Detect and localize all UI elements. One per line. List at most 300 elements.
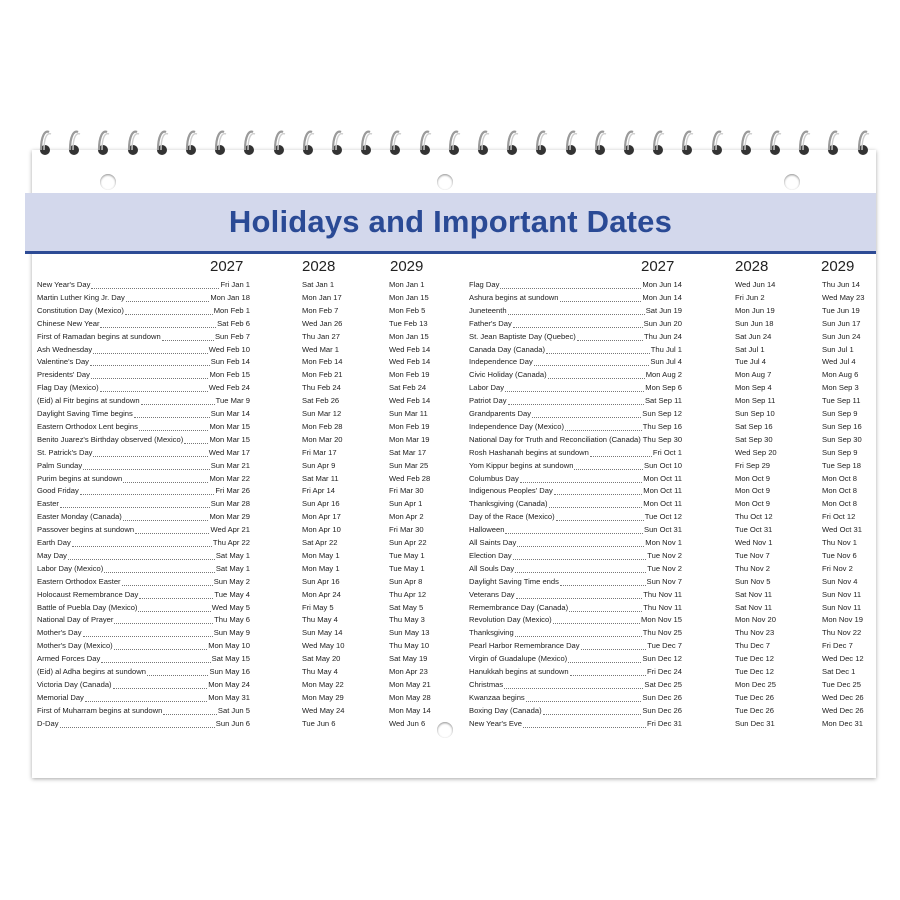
date-year-1: Thu Sep 30 (642, 434, 683, 444)
date-year-3: Wed Feb 14 (389, 344, 431, 354)
date-year-3: Sun May 13 (389, 628, 430, 638)
right-year-2027: 2027 (641, 258, 675, 275)
dot-leader (123, 520, 209, 521)
date-year-3: Wed Dec 12 (822, 654, 864, 664)
date-year-3: Wed Feb 28 (389, 473, 431, 483)
dot-leader (139, 598, 213, 599)
date-year-1: Sun Mar 21 (210, 460, 250, 470)
dot-leader (114, 623, 213, 624)
date-year-2: Sat Feb 26 (302, 396, 340, 406)
holiday-name: Daylight Saving Time ends (469, 576, 559, 586)
date-year-3: Sat May 19 (389, 654, 428, 664)
holiday-row (37, 330, 250, 343)
dot-leader (549, 507, 643, 508)
holiday-row (469, 317, 682, 330)
date-year-1: Mon Oct 11 (643, 499, 682, 509)
date-year-3: Tue Sep 18 (822, 460, 861, 470)
date-year-1: Sun Mar 14 (210, 409, 250, 418)
dot-leader (590, 456, 652, 457)
dot-leader (560, 585, 646, 586)
date-year-2: Mon Dec 25 (735, 679, 776, 689)
date-year-1: Tue Oct 12 (644, 512, 682, 522)
holiday-name: Independence Day (469, 357, 533, 367)
binding-ring (386, 128, 402, 156)
holiday-name: Easter Monday (Canada) (37, 512, 122, 522)
date-year-1: Thu Apr 22 (212, 538, 250, 547)
holiday-row (37, 601, 250, 614)
holiday-row (37, 394, 250, 407)
date-year-3: Thu Nov 22 (822, 628, 862, 638)
holiday-name: New Year's Day (37, 280, 91, 289)
holiday-name: Halloween (469, 525, 505, 535)
dot-leader (581, 649, 647, 650)
date-year-3: Sun Nov 11 (822, 589, 862, 599)
holiday-name: Pearl Harbor Remembrance Day (469, 641, 580, 651)
date-year-1: Mon Mar 15 (209, 421, 250, 431)
date-year-1: Mon Mar 15 (209, 434, 250, 444)
holiday-name: St. Patrick's Day (37, 447, 93, 457)
holiday-row (469, 549, 682, 562)
date-year-2: Mon May 22 (302, 679, 344, 689)
holiday-row (37, 523, 250, 536)
holiday-row (469, 613, 682, 626)
date-year-2: Tue Dec 12 (735, 654, 774, 664)
date-year-1: Wed Mar 17 (208, 447, 250, 457)
date-year-3: Sun Apr 8 (389, 576, 423, 586)
dot-leader (554, 494, 643, 495)
date-year-1: Sat May 1 (215, 550, 250, 560)
dot-leader (68, 559, 215, 560)
holiday-row (37, 536, 250, 549)
date-year-2: Sat Sep 30 (735, 434, 773, 444)
spiral-binding (30, 128, 876, 160)
holiday-name: May Day (37, 550, 67, 560)
date-year-2: Sat Nov 11 (735, 589, 773, 599)
date-year-2: Sun Nov 5 (735, 576, 771, 586)
date-year-1: Wed Feb 24 (208, 383, 250, 393)
holiday-row (37, 459, 250, 472)
holiday-row (469, 717, 682, 730)
holiday-row (37, 420, 250, 433)
binding-ring (357, 128, 373, 156)
holiday-name: Father's Day (469, 318, 512, 328)
date-year-1: Mon Jun 14 (642, 280, 682, 289)
holiday-row (469, 278, 682, 291)
date-year-1: Mon Oct 11 (643, 473, 682, 483)
binding-ring (416, 128, 432, 156)
holiday-row (469, 355, 682, 368)
date-year-1: Thu Nov 11 (643, 602, 682, 612)
date-year-3: Mon Jan 1 (389, 280, 425, 289)
dot-leader (565, 430, 642, 431)
date-year-3: Wed Jul 4 (822, 357, 856, 367)
date-year-1: Thu Sep 16 (642, 421, 682, 431)
date-year-2: Mon Oct 9 (735, 499, 771, 509)
date-year-2: Mon Feb 28 (302, 421, 343, 431)
dot-leader (184, 443, 208, 444)
date-year-3: Mon Feb 19 (389, 421, 430, 431)
holiday-name: Passover begins at sundown (37, 525, 135, 535)
dot-leader (569, 611, 642, 612)
binding-ring (474, 128, 490, 156)
date-year-1: Sun Jul 4 (650, 357, 682, 367)
holiday-row (469, 394, 682, 407)
date-year-3: Mon Aug 6 (822, 370, 859, 380)
date-year-3: Sun Jun 17 (822, 318, 861, 328)
binding-ring (124, 128, 140, 156)
holiday-row (469, 575, 682, 588)
date-year-1: Sun Dec 26 (642, 705, 682, 715)
date-year-1: Sun Dec 26 (642, 692, 682, 702)
binding-ring (591, 128, 607, 156)
holiday-row (37, 278, 250, 291)
date-year-2: Mon Sep 4 (735, 383, 772, 393)
dot-leader (508, 404, 644, 405)
date-year-3: Tue Jun 19 (822, 305, 860, 315)
binding-ring (737, 128, 753, 156)
dot-leader (85, 701, 207, 702)
holiday-row (469, 562, 682, 575)
date-year-1: Sat Jun 19 (645, 305, 682, 315)
date-year-3: Sat Feb 24 (389, 383, 427, 393)
holiday-name: Presidents' Day (37, 370, 90, 380)
date-year-3: Mon Jan 15 (389, 292, 429, 302)
date-year-3: Wed Feb 14 (389, 396, 431, 406)
dot-leader (546, 353, 650, 354)
date-year-3: Mon Apr 2 (389, 512, 424, 522)
dot-leader (500, 288, 641, 289)
date-year-1: Mon Sep 6 (645, 383, 682, 393)
dot-leader (139, 430, 209, 431)
date-year-3: Tue May 1 (389, 563, 425, 573)
date-year-1: Sun May 9 (213, 628, 250, 638)
punch-hole-center (437, 174, 453, 190)
date-year-1: Sat May 1 (215, 563, 250, 573)
holiday-row (37, 355, 250, 368)
date-year-3: Mon Nov 19 (822, 615, 863, 625)
date-year-2: Wed Jun 14 (735, 280, 776, 289)
date-year-3: Mon May 28 (389, 692, 431, 702)
holiday-name: Indigenous Peoples' Day (469, 486, 553, 496)
binding-ring (824, 128, 840, 156)
holiday-name: Remembrance Day (Canada) (469, 602, 569, 612)
dot-leader (543, 714, 642, 715)
holiday-row (469, 536, 682, 549)
binding-ring (299, 128, 315, 156)
holiday-name: Palm Sunday (37, 460, 83, 470)
holiday-name: Veterans Day (469, 589, 515, 599)
dot-leader (553, 623, 640, 624)
holiday-name: Day of the Race (Mexico) (469, 512, 555, 522)
dot-leader (125, 314, 213, 315)
holiday-name: Labor Day (469, 383, 505, 393)
date-year-2: Sat Apr 22 (302, 538, 338, 547)
dot-leader (101, 662, 210, 663)
holiday-name: First of Ramadan begins at sundown (37, 331, 161, 341)
page-title: Holidays and Important Dates (228, 204, 673, 239)
date-year-1: Mon Nov 1 (645, 538, 682, 547)
date-year-2: Mon May 1 (302, 563, 340, 573)
date-year-3: Tue Dec 25 (822, 679, 861, 689)
dot-leader (113, 688, 208, 689)
holiday-row (469, 459, 682, 472)
dot-leader (80, 494, 215, 495)
dot-leader (72, 546, 212, 547)
holiday-name: Mother's Day (Mexico) (37, 641, 113, 651)
dot-leader (135, 533, 209, 534)
holiday-row (37, 343, 250, 356)
holiday-name: National Day of Prayer (37, 615, 114, 625)
dot-leader (162, 340, 214, 341)
date-year-1: Tue Nov 2 (647, 563, 682, 573)
holiday-name: Election Day (469, 550, 512, 560)
date-year-1: Wed Apr 21 (210, 525, 250, 535)
holiday-row (37, 304, 250, 317)
date-year-3: Wed Jun 6 (389, 718, 426, 728)
date-year-2: Fri May 5 (302, 602, 334, 612)
dot-leader (100, 327, 216, 328)
holiday-name: Good Friday (37, 486, 79, 496)
holiday-name: Purim begins at sundown (37, 473, 123, 483)
holiday-name: (Eid) al Adha begins at sundown (37, 667, 146, 676)
dot-leader (91, 288, 219, 289)
date-year-2: Tue Dec 12 (735, 667, 774, 676)
date-year-3: Fri Oct 12 (822, 512, 856, 522)
date-year-2: Mon Sep 11 (735, 396, 776, 406)
date-year-3: Tue Nov 6 (822, 550, 857, 560)
dot-leader (532, 417, 641, 418)
date-year-2: Mon Mar 20 (302, 434, 343, 444)
holiday-name: Patriot Day (469, 396, 507, 406)
binding-ring (854, 128, 870, 156)
holiday-row (469, 343, 682, 356)
holiday-row (37, 291, 250, 304)
binding-ring (678, 128, 694, 156)
binding-ring (445, 128, 461, 156)
binding-ring (94, 128, 110, 156)
dot-leader (90, 365, 210, 366)
holiday-name: Ash Wednesday (37, 344, 93, 354)
holiday-name: St. Jean Baptiste Day (Quebec) (469, 331, 576, 341)
holiday-row (469, 484, 682, 497)
holiday-name: Armed Forces Day (37, 654, 101, 664)
date-year-2: Thu Nov 23 (735, 628, 775, 638)
holiday-row (37, 497, 250, 510)
date-year-1: Fri Jan 1 (220, 280, 250, 289)
dot-leader (104, 572, 215, 573)
holiday-row (37, 562, 250, 575)
dot-leader (515, 636, 642, 637)
date-year-1: Mon May 31 (208, 692, 250, 702)
date-year-3: Wed Dec 26 (822, 705, 864, 715)
right-year-2028: 2028 (735, 258, 769, 275)
holiday-row (469, 691, 682, 704)
holiday-row (37, 704, 250, 717)
date-year-1: Mon Mar 22 (209, 473, 250, 483)
date-year-1: Mon Aug 2 (645, 370, 682, 380)
holiday-name: Ashura begins at sundown (469, 292, 559, 302)
date-year-2: Thu May 4 (302, 667, 338, 676)
date-year-2: Tue Jul 4 (735, 357, 766, 367)
holiday-name: Kwanzaa begins (469, 692, 525, 702)
dot-leader (516, 598, 643, 599)
holiday-row (37, 678, 250, 691)
date-year-2: Wed Nov 1 (735, 538, 773, 547)
holiday-row (469, 291, 682, 304)
date-year-2: Mon Oct 9 (735, 473, 771, 483)
holiday-name: Grandparents Day (469, 409, 532, 418)
date-year-2: Tue Jun 6 (302, 718, 336, 728)
date-year-2: Sat Mar 11 (302, 473, 339, 483)
date-year-2: Mon Feb 7 (302, 305, 339, 315)
holiday-row (469, 381, 682, 394)
holiday-name: Martin Luther King Jr. Day (37, 292, 125, 302)
date-year-3: Sun Jul 1 (822, 344, 854, 354)
date-year-1: Sat May 15 (211, 654, 250, 664)
date-year-2: Fri Mar 17 (302, 447, 337, 457)
date-year-2: Tue Oct 31 (735, 525, 773, 535)
holiday-row (469, 433, 682, 446)
date-year-3: Thu May 10 (389, 641, 430, 651)
dot-leader (577, 340, 643, 341)
date-year-3: Sun Mar 11 (389, 409, 428, 418)
holiday-row (37, 652, 250, 665)
holiday-name: National Day for Truth and Reconciliation (Canada) (469, 434, 641, 444)
dot-leader (508, 314, 645, 315)
holiday-row (37, 510, 250, 523)
date-year-2: Tue Dec 26 (735, 692, 774, 702)
date-year-3: Mon Mar 19 (389, 434, 430, 444)
holiday-name: Eastern Orthodox Lent begins (37, 421, 138, 431)
binding-ring (328, 128, 344, 156)
date-year-3: Mon Feb 5 (389, 305, 426, 315)
holiday-row (37, 549, 250, 562)
date-year-2: Mon Apr 17 (302, 512, 341, 522)
holiday-row (469, 510, 682, 523)
binding-ring (211, 128, 227, 156)
date-year-3: Wed Dec 26 (822, 692, 864, 702)
left-year-2027: 2027 (210, 258, 244, 275)
date-year-1: Mon Mar 29 (209, 512, 250, 522)
binding-ring (795, 128, 811, 156)
holiday-row (469, 601, 682, 614)
date-year-2: Sun Jun 18 (735, 318, 774, 328)
date-year-3: Fri Nov 2 (822, 563, 853, 573)
holiday-name: Victoria Day (Canada) (37, 679, 112, 689)
holiday-name: First of Muharram begins at sundown (37, 705, 163, 715)
holiday-name: Hanukkah begins at sundown (469, 667, 569, 676)
binding-ring (620, 128, 636, 156)
date-year-3: Sun Nov 11 (822, 602, 862, 612)
holiday-row (469, 523, 682, 536)
holiday-row (469, 678, 682, 691)
holiday-name: All Souls Day (469, 563, 515, 573)
date-year-3: Sun Mar 25 (389, 460, 429, 470)
date-year-2: Thu Feb 24 (302, 383, 341, 393)
date-year-3: Sun Apr 1 (389, 499, 423, 509)
holiday-name: Canada Day (Canada) (469, 344, 545, 354)
date-year-2: Sun Apr 9 (302, 460, 336, 470)
holiday-row (469, 446, 682, 459)
holiday-row (37, 381, 250, 394)
holiday-row (37, 433, 250, 446)
binding-ring (532, 128, 548, 156)
dot-leader (556, 520, 644, 521)
date-year-1: Sun Jun 20 (643, 318, 682, 328)
date-year-3: Mon Feb 19 (389, 370, 430, 380)
binding-ring (766, 128, 782, 156)
date-year-1: Thu Nov 11 (643, 589, 682, 599)
date-year-3: Tue May 1 (389, 550, 425, 560)
date-year-2: Sun Apr 16 (302, 499, 340, 509)
holiday-row (469, 588, 682, 601)
holiday-name: Flag Day (469, 280, 500, 289)
date-year-1: Sat Sep 11 (644, 396, 682, 406)
date-year-2: Wed May 24 (302, 705, 345, 715)
dot-leader (100, 391, 208, 392)
date-year-1: Sun Oct 31 (644, 525, 682, 535)
date-year-1: Tue Nov 2 (647, 550, 682, 560)
dot-leader (520, 482, 642, 483)
date-year-3: Mon Jan 15 (389, 331, 429, 341)
date-year-2: Sun Dec 31 (735, 718, 775, 728)
date-year-3: Mon Oct 8 (822, 473, 858, 483)
date-year-2: Mon Jun 19 (735, 305, 775, 315)
date-year-3: Mon Oct 8 (822, 499, 858, 509)
dot-leader (504, 688, 643, 689)
holiday-row (37, 368, 250, 381)
holiday-row (469, 639, 682, 652)
date-year-3: Sat Dec 1 (822, 667, 856, 676)
holiday-name: Eastern Orthodox Easter (37, 576, 121, 586)
date-year-3: Wed May 23 (822, 292, 865, 302)
punch-hole-left (100, 174, 116, 190)
date-year-3: Mon May 21 (389, 679, 431, 689)
date-year-2: Mon May 1 (302, 550, 340, 560)
date-year-2: Tue Nov 7 (735, 550, 770, 560)
date-year-2: Mon Aug 7 (735, 370, 772, 380)
date-year-1: Fri Dec 24 (646, 667, 682, 676)
date-year-1: Mon May 10 (208, 641, 250, 651)
date-year-1: Wed May 5 (211, 602, 250, 612)
date-year-3: Thu Jun 14 (822, 280, 860, 289)
holiday-name: Virgin of Guadalupe (Mexico) (469, 654, 568, 664)
holiday-name: Labor Day (Mexico) (37, 563, 104, 573)
date-year-3: Mon Dec 31 (822, 718, 863, 728)
holiday-name: Juneteenth (469, 305, 507, 315)
dot-leader (91, 378, 209, 379)
date-year-2: Sat Jan 1 (302, 280, 335, 289)
dot-leader (505, 391, 644, 392)
dot-leader (147, 675, 209, 676)
date-year-3: Sun Nov 4 (822, 576, 858, 586)
date-year-1: Sun May 16 (209, 667, 250, 676)
date-year-2: Fri Jun 2 (735, 292, 765, 302)
date-year-3: Fri Dec 7 (822, 641, 853, 651)
holiday-name: Independence Day (Mexico) (469, 421, 564, 431)
date-year-2: Thu Jan 27 (302, 331, 340, 341)
dot-leader (123, 482, 208, 483)
date-year-2: Sat May 20 (302, 654, 341, 664)
date-year-2: Fri Apr 14 (302, 486, 335, 496)
date-year-2: Wed Jan 26 (302, 318, 343, 328)
date-year-1: Sat Dec 25 (644, 679, 682, 689)
dot-leader (526, 701, 642, 702)
date-year-3: Mon Sep 3 (822, 383, 859, 393)
date-year-2: Sun Mar 12 (302, 409, 342, 418)
date-year-1: Fri Mar 26 (215, 486, 250, 496)
date-year-1: Thu Jun 24 (644, 331, 682, 341)
